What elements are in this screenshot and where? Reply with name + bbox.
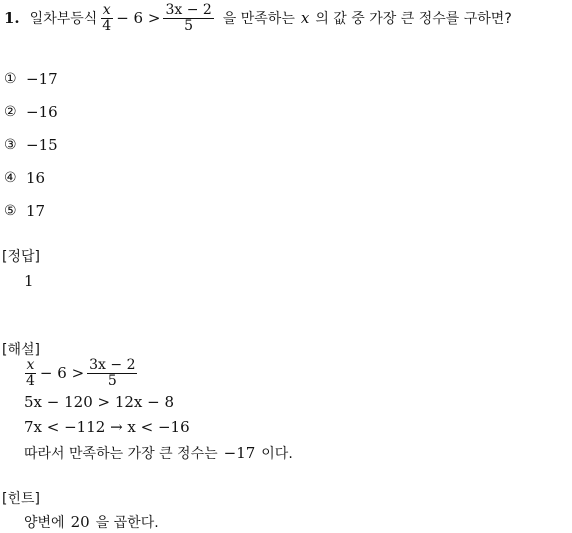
explanation-line-2: 5x − 120 > 12x − 8	[24, 393, 175, 411]
explanation-rhs-denominator: 5	[107, 372, 117, 389]
option-value: 17	[26, 202, 46, 220]
option-mark: ⑤	[4, 203, 17, 219]
option-1[interactable]	[4, 70, 58, 88]
explanation-conclusion-end: 이다.	[261, 446, 293, 462]
option-value: −15	[26, 136, 58, 154]
hint-value: 20	[70, 513, 90, 531]
option-3[interactable]	[4, 136, 58, 154]
option-4[interactable]	[4, 169, 45, 187]
explanation-rhs-numerator: 3x − 2	[89, 357, 136, 373]
explanation-label: [해설]	[2, 342, 40, 358]
option-2[interactable]	[4, 103, 58, 121]
option-mark: ①	[4, 71, 17, 87]
option-value: −16	[26, 103, 58, 121]
explanation-lhs-fraction	[24, 358, 37, 388]
question-suffix-a: 을 만족하는	[222, 11, 295, 27]
answer-label: [정답]	[2, 249, 40, 265]
option-mark: ④	[4, 170, 17, 186]
question-variable: x	[300, 9, 310, 27]
question-rhs-numerator: 3x − 2	[165, 1, 212, 18]
question-line	[4, 0, 512, 36]
explanation-rhs-fraction	[87, 358, 137, 388]
question-lhs-numerator: x	[102, 1, 111, 18]
explanation-line-3: 7x < −112 → x < −16	[24, 418, 190, 436]
question-prefix: 일차부등식	[29, 11, 98, 27]
explanation-lhs-numerator: x	[26, 357, 35, 373]
explanation-line-1	[24, 358, 140, 388]
option-mark: ②	[4, 104, 17, 120]
option-value: 16	[26, 169, 46, 187]
question-number: 1.	[4, 9, 20, 27]
explanation-conclusion-text: 따라서 만족하는 가장 큰 정수는	[24, 446, 218, 462]
option-mark: ③	[4, 137, 17, 153]
answer-value: 1	[24, 272, 34, 290]
hint-label: [힌트]	[2, 491, 40, 507]
hint-line	[24, 512, 159, 532]
hint-text-b: 을 곱한다.	[95, 515, 159, 531]
question-suffix-b: 의 값 중 가장 큰 정수를 구하면?	[315, 11, 512, 27]
hint-text-a: 양변에	[24, 515, 65, 531]
explanation-conclusion-value: −17	[223, 444, 256, 462]
question-lhs-rest: − 6 >	[116, 9, 161, 27]
question-lhs-denominator: 4	[102, 17, 112, 34]
option-value: −17	[26, 70, 58, 88]
question-rhs-denominator: 5	[184, 17, 194, 34]
question-rhs-fraction	[163, 3, 213, 33]
question-lhs-fraction	[100, 3, 113, 33]
explanation-lhs-rest: − 6 >	[39, 364, 85, 383]
option-5[interactable]	[4, 202, 45, 220]
explanation-lhs-denominator: 4	[26, 372, 35, 389]
explanation-line-4	[24, 443, 293, 463]
